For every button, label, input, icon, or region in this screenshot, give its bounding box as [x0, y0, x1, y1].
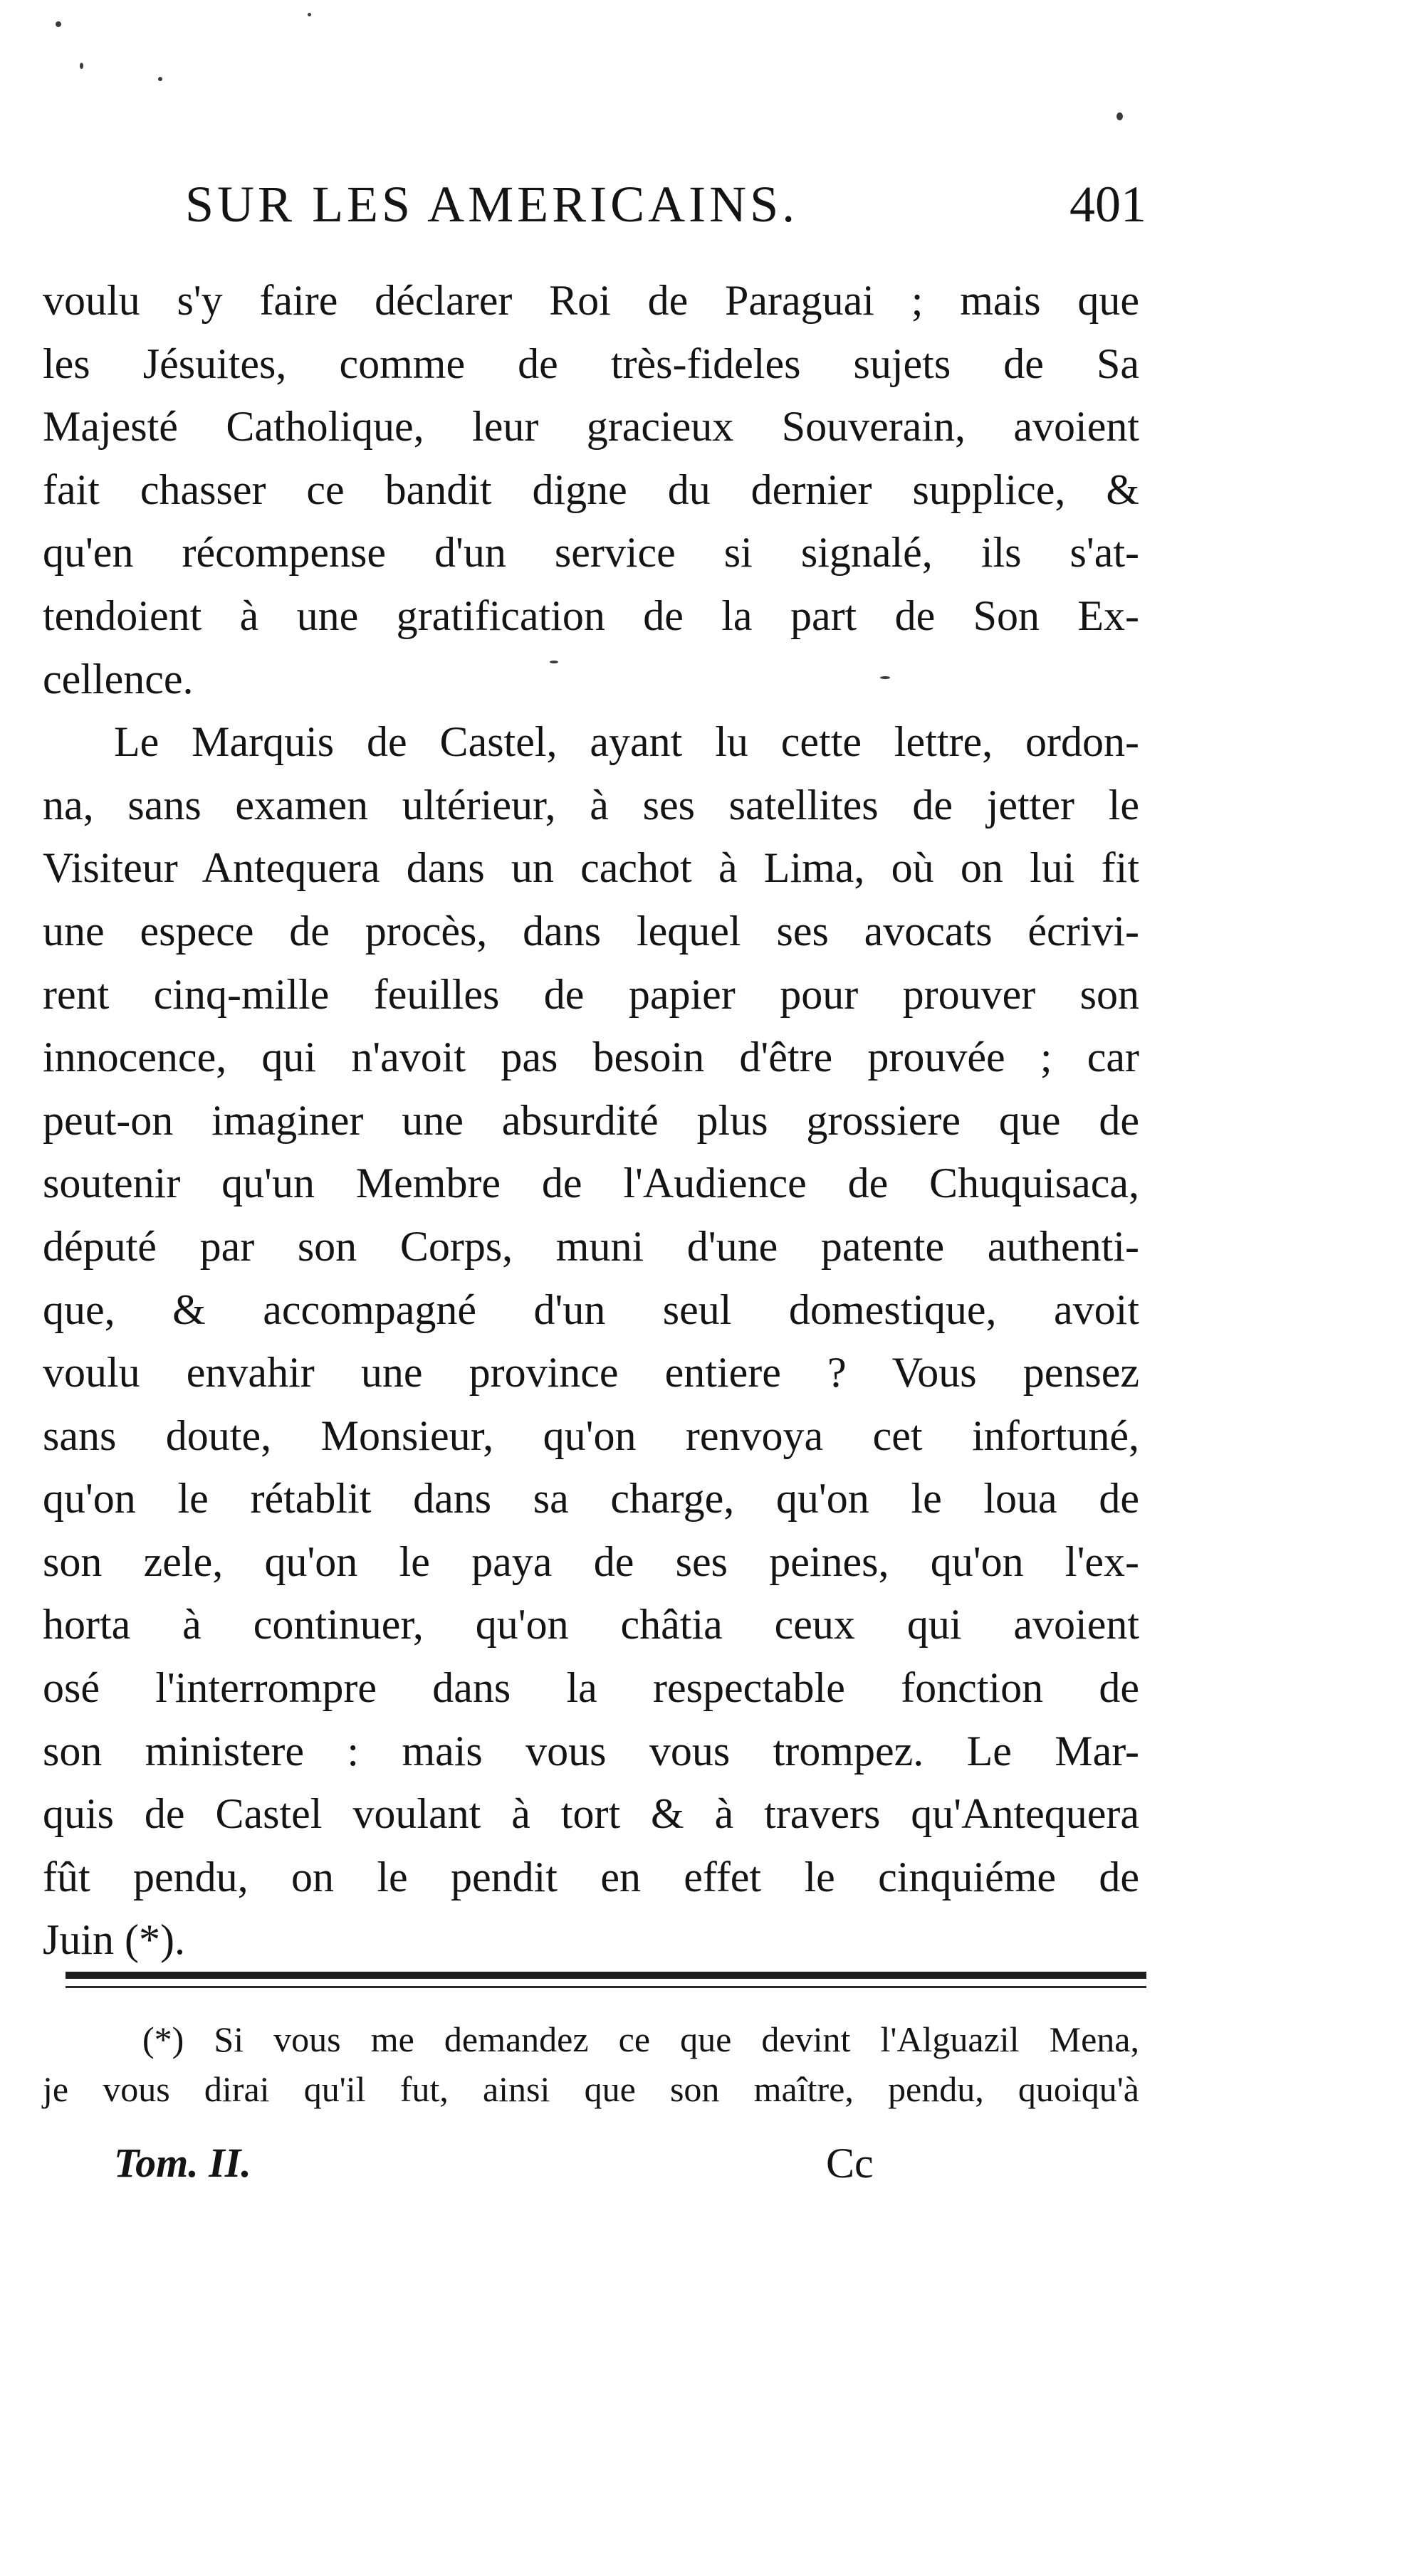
volume-signature: Tom. II. — [114, 2140, 251, 2186]
text-line: na, sans examen ultérieur, à ses satellites de jetter le — [43, 781, 1139, 829]
text-line: rent cinq-mille feuilles de papier pour prouver son — [43, 970, 1139, 1018]
page-header — [185, 165, 1146, 243]
text-line: fût pendu, on le pendit en effet le cinquiéme de — [43, 1853, 1139, 1901]
text-line: cellence. — [43, 655, 194, 703]
page-number: 401 — [1069, 176, 1146, 233]
text-line: les Jésuites, comme de très-fideles sujets de Sa — [43, 340, 1139, 387]
text-line: fait chasser ce bandit digne du dernier supplice, & — [43, 466, 1139, 513]
text-line: une espece de procès, dans lequel ses avocats écrivi- — [43, 907, 1139, 955]
text-line: que, & accompagné d'un seul domestique, avoit — [43, 1286, 1139, 1333]
scan-speck — [308, 13, 311, 16]
text-line: osé l'interrompre dans la respectable fonction de — [43, 1664, 1139, 1712]
paragraph-2 — [43, 710, 1139, 1972]
paragraph-1 — [43, 269, 1139, 710]
text-line: innocence, qui n'avoit pas besoin d'être prouvée ; car — [43, 1034, 1139, 1081]
scan-speck — [80, 63, 83, 69]
text-line: qu'en récompense d'un service si signalé, ils s'at- — [43, 529, 1139, 577]
text-line: soutenir qu'un Membre de l'Audience de Chuquisaca, — [43, 1160, 1139, 1207]
running-head: SUR LES AMERICAINS. — [185, 176, 799, 233]
text-line: Juin (*). — [43, 1916, 185, 1964]
scan-speck — [158, 77, 162, 81]
body-text — [43, 269, 1139, 1972]
text-line: Visiteur Antequera dans un cachot à Lima, où on lui fit — [43, 844, 1139, 892]
text-line: sans doute, Monsieur, qu'on renvoya cet infortuné, — [43, 1411, 1139, 1459]
text-line: son zele, qu'on le paya de ses peines, qu'on l'ex- — [43, 1537, 1139, 1585]
scan-speck — [56, 21, 61, 27]
text-line: Le Marquis de Castel, ayant lu cette lettre, ordon- — [114, 718, 1139, 766]
text-line: député par son Corps, muni d'une patente authenti- — [43, 1222, 1139, 1270]
scan-speck — [1116, 112, 1123, 120]
text-line: Majesté Catholique, leur gracieux Souverain, avoient — [43, 403, 1139, 451]
footnote-line: je vous dirai qu'il fut, ainsi que son maître, pendu, quoiqu'à — [43, 2069, 1139, 2109]
text-line: horta à continuer, qu'on châtia ceux qui avoient — [43, 1601, 1139, 1649]
gathering-mark: Cc — [826, 2140, 874, 2187]
footnote — [43, 2014, 1139, 2114]
text-line: qu'on le rétablit dans sa charge, qu'on le loua de — [43, 1475, 1139, 1523]
footnote-rule — [66, 1972, 1146, 1979]
text-line: son ministere : mais vous vous trompez. Le Mar- — [43, 1727, 1139, 1775]
footnote-rule-thin — [66, 1986, 1146, 1988]
footnote-line: (*) Si vous me demandez ce que devint l'Alguazil Mena, — [142, 2019, 1139, 2059]
text-line: peut-on imaginer une absurdité plus grossiere que de — [43, 1096, 1139, 1144]
signature-line — [114, 2139, 1040, 2203]
text-line: voulu s'y faire déclarer Roi de Paraguai ; mais que — [43, 277, 1139, 324]
text-line: voulu envahir une province entiere ? Vous pensez — [43, 1349, 1139, 1397]
text-line: quis de Castel voulant à tort & à travers qu'Antequera — [43, 1790, 1139, 1838]
text-line: tendoient à une gratification de la part de Son Ex- — [43, 592, 1139, 639]
